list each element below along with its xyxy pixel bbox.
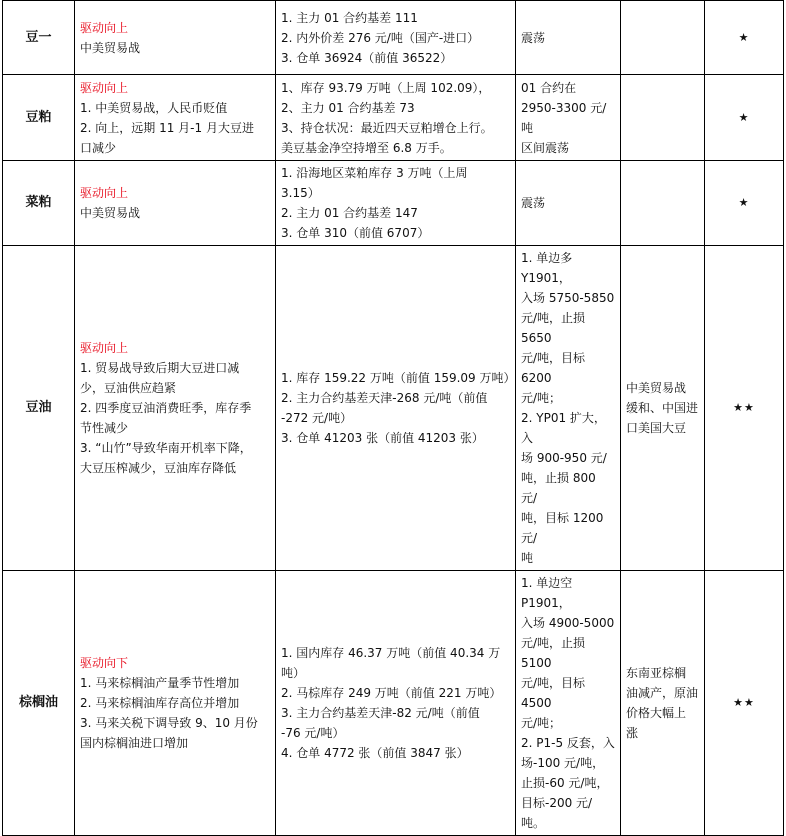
fundamental-line: 2. 主力 01 合约基差 147 (281, 206, 418, 220)
fundamental-line: 吨） (281, 666, 306, 680)
strategy-cell (516, 571, 621, 836)
strategy-line: 震荡 (521, 30, 546, 45)
strategy-line: 1. 单边空 P1901， (521, 576, 573, 610)
driver-line: 口减少 (80, 140, 117, 155)
strategy-line: 入场 5750-5850 (521, 291, 615, 305)
strategy-line: 01 合约在 (521, 80, 577, 95)
fundamentals-cell (276, 75, 516, 161)
strategy-line: 元/吨，目标 6200 (521, 351, 586, 385)
strategy-line: 震荡 (521, 196, 546, 210)
fundamental-line: 2. 内外价差 276 元/吨（国产-进口） (281, 30, 480, 45)
strategy-line: 元/吨，止损 5100 (521, 636, 586, 670)
driver-line: 中美贸易战 (80, 206, 141, 220)
driver-line: 1. 中美贸易战，人民币贬值 (80, 100, 228, 115)
strategy-line: 吨 (521, 551, 534, 565)
fundamental-line: 4. 仓单 4772 张（前值 3847 张） (281, 746, 469, 760)
strategy-line: 元/吨； (521, 716, 562, 730)
strategy-line: 场 900-950 元/ (521, 451, 607, 465)
fundamental-line: 1、库存 93.79 万吨（上周 102.09）， (281, 80, 491, 95)
drivers-cell (75, 161, 276, 246)
commodity-name: 豆油 (3, 246, 75, 571)
fundamental-line: 1. 国内库存 46.37 万吨（前值 40.34 万 (281, 646, 501, 660)
table-row (3, 75, 784, 161)
rating-stars: ★ (705, 75, 784, 161)
strategy-cell (516, 75, 621, 161)
risk-cell (621, 161, 705, 246)
driver-line: 国内棕榈油进口增加 (80, 736, 189, 750)
fundamental-line: 3. 仓单 41203 张（前值 41203 张） (281, 431, 484, 445)
driver-direction: 驱动向下 (80, 656, 129, 670)
driver-line: 2. 向上，远期 11 月-1 月大豆进 (80, 120, 254, 135)
fundamental-line: 2. 马棕库存 249 万吨（前值 221 万吨） (281, 686, 502, 700)
commodity-name: 菜粕 (3, 161, 75, 246)
risk-line: 油减产，原油 (626, 686, 699, 700)
driver-line: 1. 马来棕榈油产量季节性增加 (80, 676, 240, 690)
commodity-name: 豆粕 (3, 75, 75, 161)
table-row (3, 161, 784, 246)
drivers-cell (75, 1, 276, 75)
table-row (3, 246, 784, 571)
drivers-cell (75, 246, 276, 571)
driver-direction: 驱动向上 (80, 80, 129, 95)
fundamental-line: 3、持仓状况：最近四天豆粕增仓上行。 (281, 120, 493, 135)
risk-line: 缓和、中国进 (626, 401, 699, 415)
fundamental-line: 1. 沿海地区菜粕库存 3 万吨（上周 (281, 166, 468, 180)
strategy-cell (516, 161, 621, 246)
strategy-line: 止损-60 元/吨， (521, 776, 609, 790)
rating-stars: ★ (705, 1, 784, 75)
risk-line: 价格大幅上 (626, 706, 687, 720)
driver-line: 3. 马来关税下调导致 9、10 月份 (80, 716, 258, 730)
rating-stars: ★★ (705, 246, 784, 571)
driver-line: 1. 贸易战导致后期大豆进口减 (80, 361, 240, 375)
fundamentals-cell (276, 571, 516, 836)
fundamentals-cell (276, 161, 516, 246)
driver-line: 节性减少 (80, 421, 129, 435)
driver-direction: 驱动向上 (80, 341, 129, 355)
fundamental-line: 3. 主力合约基差天津-82 元/吨（前值 (281, 706, 480, 720)
risk-line: 东南亚棕榈 (626, 666, 687, 680)
risk-cell (621, 246, 705, 571)
risk-line: 涨 (626, 726, 639, 740)
fundamental-line: 3.15） (281, 186, 320, 200)
fundamental-line: 3. 仓单 310（前值 6707） (281, 226, 430, 240)
strategy-line: 目标-200 元/吨。 (521, 796, 593, 830)
fundamentals-cell (276, 246, 516, 571)
driver-direction: 驱动向上 (80, 186, 129, 200)
rating-stars: ★★ (705, 571, 784, 836)
strategy-line: 2. YP01 扩大，入 (521, 411, 606, 445)
strategy-line: 入场 4900-5000 (521, 616, 615, 630)
strategy-line: 2950-3300 元/吨 (521, 100, 607, 135)
driver-line: 2. 马来棕榈油库存高位并增加 (80, 696, 240, 710)
driver-line: 少，豆油供应趋紧 (80, 381, 177, 395)
table-row (3, 1, 784, 75)
risk-line: 中美贸易战 (626, 381, 687, 395)
strategy-cell (516, 1, 621, 75)
risk-cell (621, 75, 705, 161)
fundamental-line: -76 元/吨） (281, 726, 345, 740)
driver-line: 大豆压榨减少，豆油库存降低 (80, 461, 237, 475)
strategy-line: 元/吨，止损 5650 (521, 311, 586, 345)
fundamentals-cell (276, 1, 516, 75)
strategy-cell (516, 246, 621, 571)
strategy-line: 元/吨； (521, 391, 562, 405)
commodity-name: 棕榈油 (3, 571, 75, 836)
fundamental-line: 美豆基金净空持增至 6.8 万手。 (281, 140, 452, 155)
risk-cell (621, 1, 705, 75)
driver-line: 3. “山竹”导致华南开机率下降， (80, 441, 252, 455)
strategy-line: 元/吨，目标 4500 (521, 676, 586, 710)
strategy-line: 区间震荡 (521, 140, 570, 155)
fundamental-line: -272 元/吨） (281, 411, 353, 425)
drivers-cell (75, 75, 276, 161)
risk-line: 口美国大豆 (626, 421, 687, 435)
strategy-line: 场-100 元/吨， (521, 756, 605, 770)
table-row (3, 571, 784, 836)
driver-line: 中美贸易战 (80, 40, 141, 55)
driver-direction: 驱动向上 (80, 20, 129, 35)
rating-stars: ★ (705, 161, 784, 246)
fundamental-line: 1. 主力 01 合约基差 111 (281, 10, 418, 25)
risk-cell (621, 571, 705, 836)
commodity-table (2, 0, 784, 836)
strategy-line: 1. 单边多 Y1901， (521, 251, 573, 285)
fundamental-line: 2. 主力合约基差天津-268 元/吨（前值 (281, 391, 488, 405)
fundamental-line: 1. 库存 159.22 万吨（前值 159.09 万吨） (281, 371, 516, 385)
commodity-name: 豆一 (3, 1, 75, 75)
strategy-line: 2. P1-5 反套，入 (521, 736, 615, 750)
strategy-line: 吨，目标 1200 元/ (521, 511, 604, 545)
driver-line: 2. 四季度豆油消费旺季，库存季 (80, 401, 252, 415)
strategy-line: 吨，止损 800 元/ (521, 471, 596, 505)
fundamental-line: 2、主力 01 合约基差 73 (281, 100, 415, 115)
drivers-cell (75, 571, 276, 836)
fundamental-line: 3. 仓单 36924（前值 36522） (281, 50, 453, 65)
